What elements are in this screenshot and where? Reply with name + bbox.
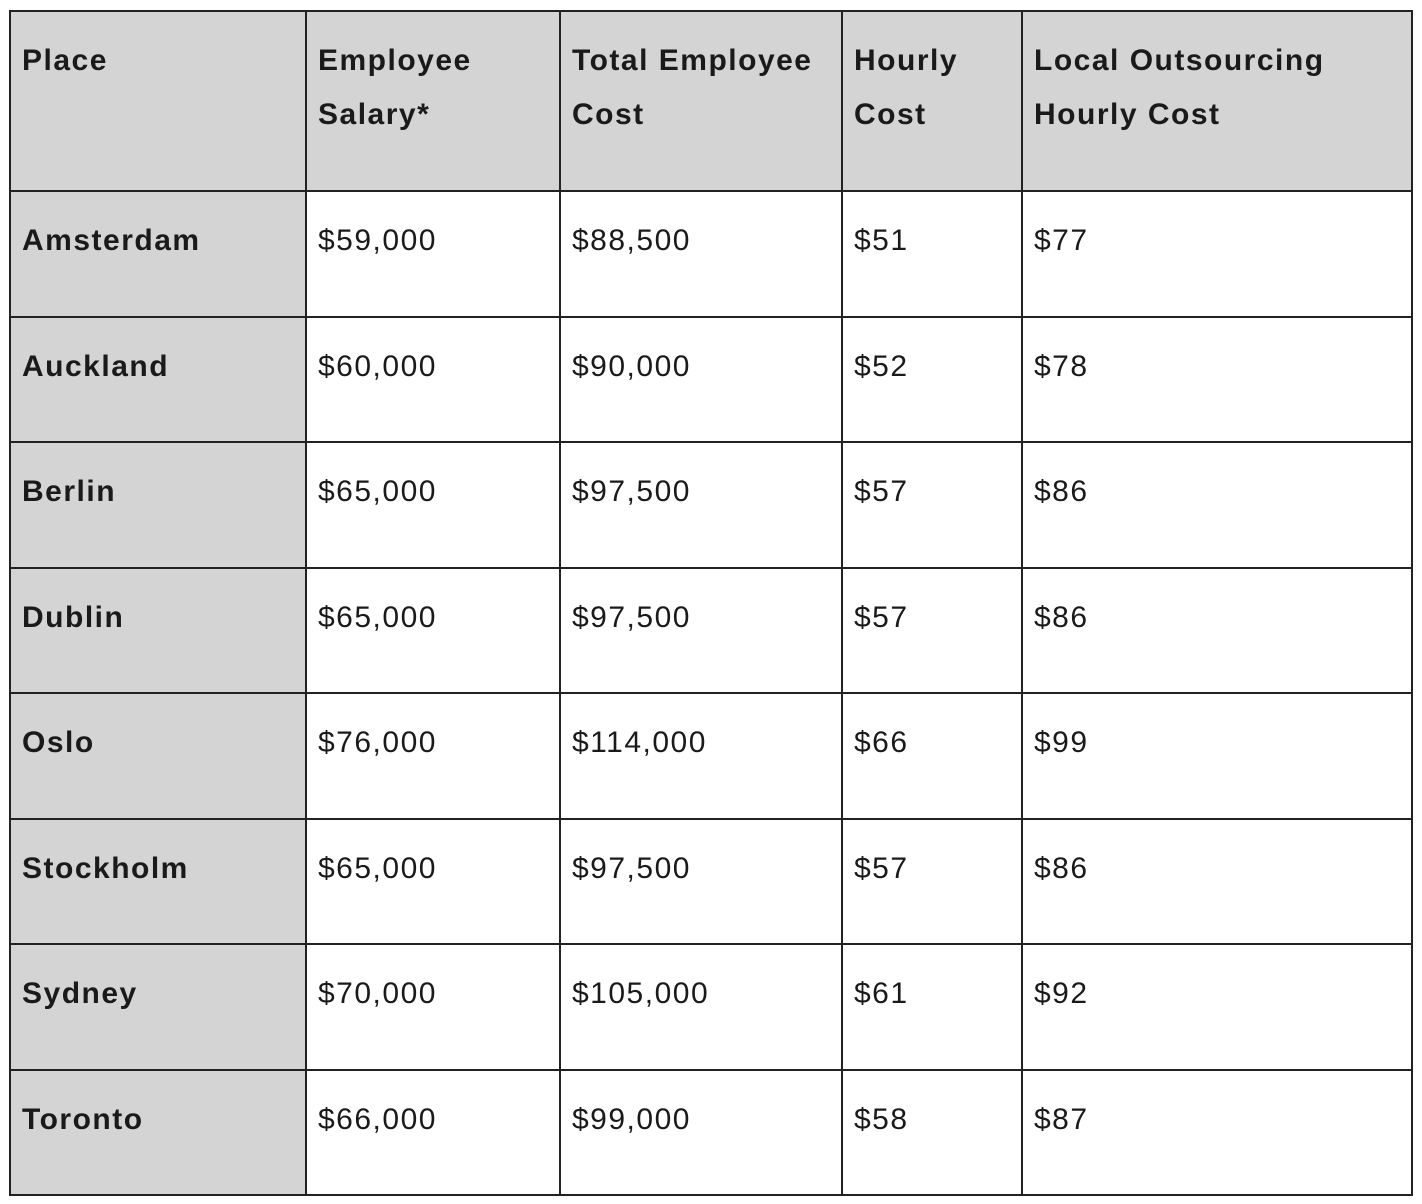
place-cell: Berlin xyxy=(10,442,306,568)
hourly-cost-cell: $51 xyxy=(842,191,1022,317)
total-cost-cell: $90,000 xyxy=(560,317,842,443)
outsourcing-cost-cell: $78 xyxy=(1022,317,1412,443)
outsourcing-cost-cell: $86 xyxy=(1022,568,1412,694)
place-cell: Dublin xyxy=(10,568,306,694)
place-cell: Toronto xyxy=(10,1070,306,1196)
salary-cell: $65,000 xyxy=(306,819,560,945)
place-cell: Stockholm xyxy=(10,819,306,945)
table-row xyxy=(10,442,1412,568)
table-row xyxy=(10,944,1412,1070)
header-local-outsourcing-hourly-cost: Local Outsourcing Hourly Cost xyxy=(1022,11,1412,191)
table-row xyxy=(10,191,1412,317)
header-total-employee-cost: Total Employee Cost xyxy=(560,11,842,191)
table-body xyxy=(10,191,1412,1195)
outsourcing-cost-cell: $86 xyxy=(1022,819,1412,945)
table-row xyxy=(10,819,1412,945)
total-cost-cell: $99,000 xyxy=(560,1070,842,1196)
total-cost-cell: $97,500 xyxy=(560,568,842,694)
total-cost-cell: $105,000 xyxy=(560,944,842,1070)
header-employee-salary: Employee Salary* xyxy=(306,11,560,191)
header-row xyxy=(10,11,1412,191)
place-cell: Oslo xyxy=(10,693,306,819)
table-header xyxy=(10,11,1412,191)
header-hourly-cost: Hourly Cost xyxy=(842,11,1022,191)
hourly-cost-cell: $58 xyxy=(842,1070,1022,1196)
outsourcing-cost-cell: $86 xyxy=(1022,442,1412,568)
hourly-cost-cell: $57 xyxy=(842,568,1022,694)
place-cell: Sydney xyxy=(10,944,306,1070)
hourly-cost-cell: $52 xyxy=(842,317,1022,443)
hourly-cost-cell: $57 xyxy=(842,442,1022,568)
total-cost-cell: $114,000 xyxy=(560,693,842,819)
salary-cell: $60,000 xyxy=(306,317,560,443)
salary-cell: $59,000 xyxy=(306,191,560,317)
total-cost-cell: $97,500 xyxy=(560,819,842,945)
table-row xyxy=(10,568,1412,694)
total-cost-cell: $97,500 xyxy=(560,442,842,568)
cost-comparison-table xyxy=(9,10,1413,1196)
outsourcing-cost-cell: $77 xyxy=(1022,191,1412,317)
place-cell: Amsterdam xyxy=(10,191,306,317)
table-row xyxy=(10,1070,1412,1196)
header-place: Place xyxy=(10,11,306,191)
hourly-cost-cell: $61 xyxy=(842,944,1022,1070)
salary-cell: $65,000 xyxy=(306,442,560,568)
table-row xyxy=(10,317,1412,443)
total-cost-cell: $88,500 xyxy=(560,191,842,317)
outsourcing-cost-cell: $87 xyxy=(1022,1070,1412,1196)
salary-cell: $66,000 xyxy=(306,1070,560,1196)
outsourcing-cost-cell: $92 xyxy=(1022,944,1412,1070)
salary-cell: $65,000 xyxy=(306,568,560,694)
salary-cell: $76,000 xyxy=(306,693,560,819)
table-row xyxy=(10,693,1412,819)
hourly-cost-cell: $66 xyxy=(842,693,1022,819)
place-cell: Auckland xyxy=(10,317,306,443)
outsourcing-cost-cell: $99 xyxy=(1022,693,1412,819)
hourly-cost-cell: $57 xyxy=(842,819,1022,945)
salary-cell: $70,000 xyxy=(306,944,560,1070)
